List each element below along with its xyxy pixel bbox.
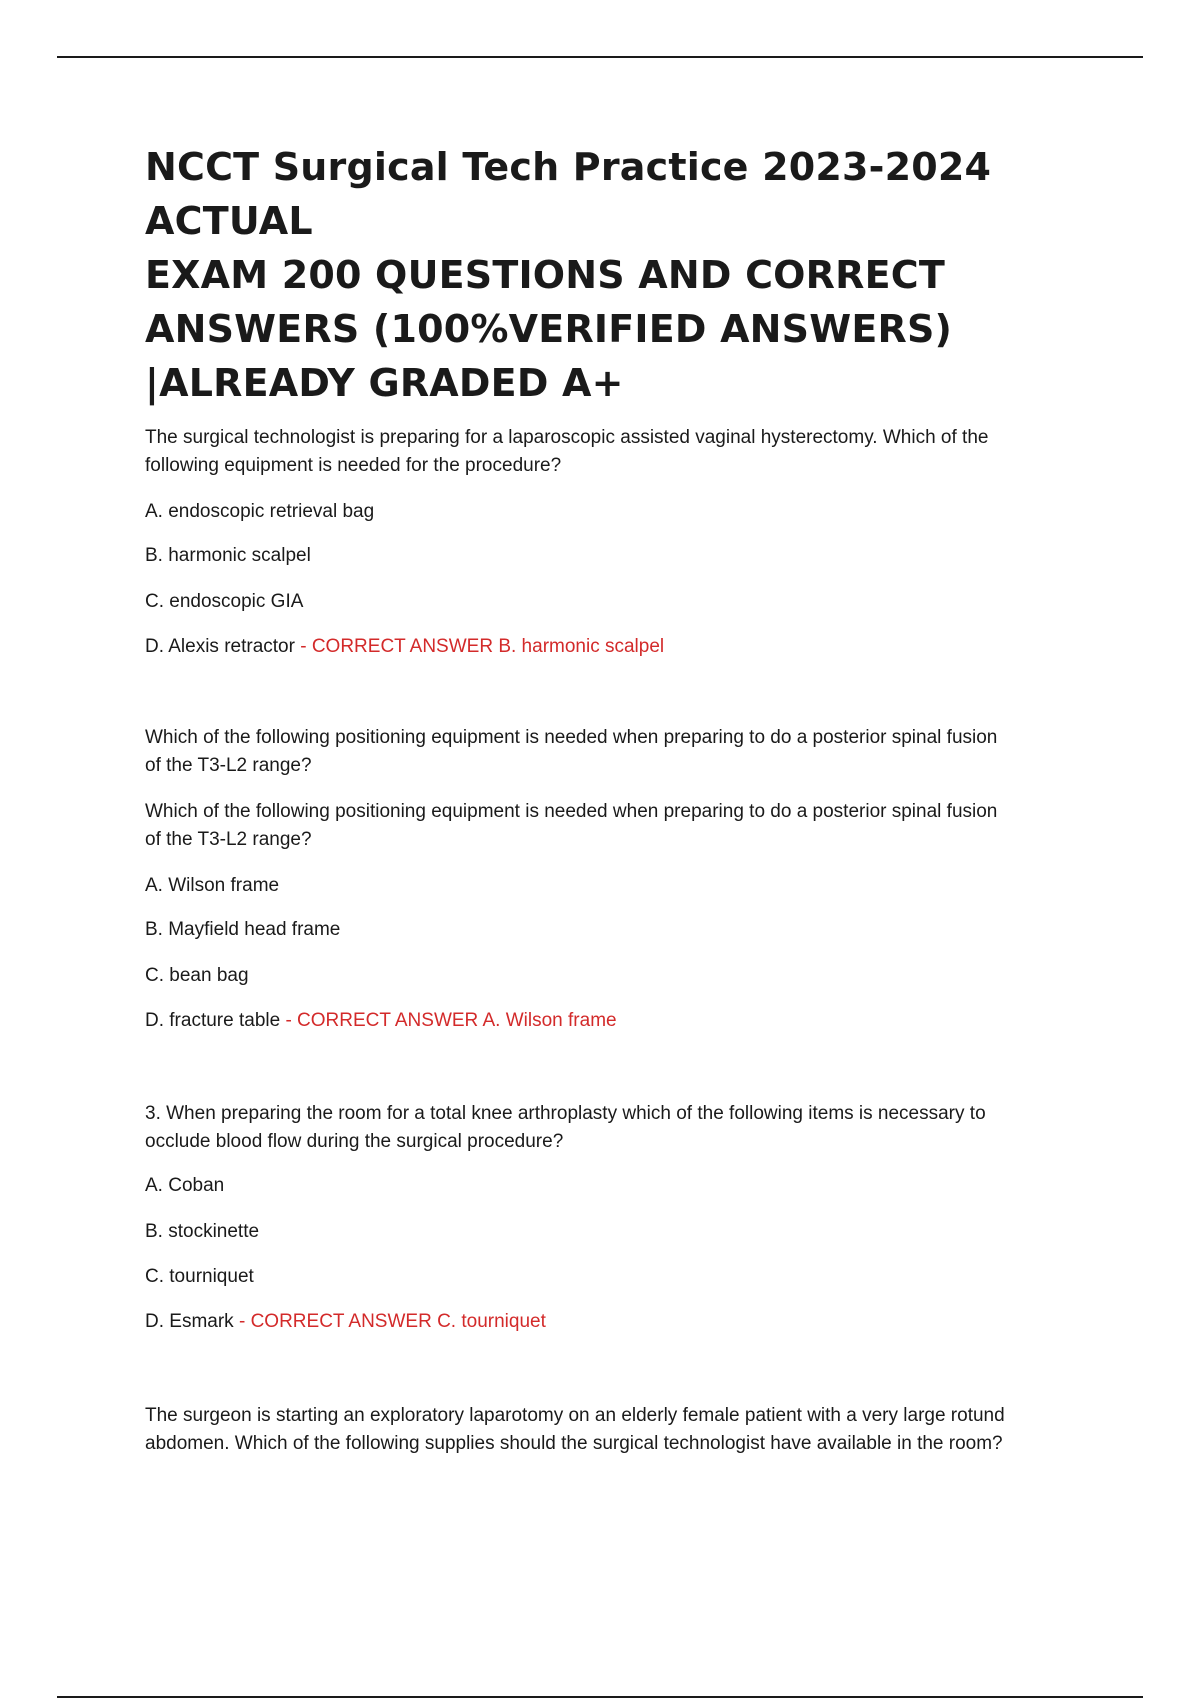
question-3-option-b: B. stockinette — [145, 1221, 260, 1242]
document-body — [145, 140, 1105, 1454]
question-2-text — [145, 724, 1105, 780]
question-1-option-d-text: D. Alexis retractor — [145, 636, 295, 657]
question-3-line-2: occlude blood flow during the surgical procedure? — [145, 1131, 564, 1152]
question-2-option-a: A. Wilson frame — [145, 875, 280, 896]
title-line-4: |ALREADY GRADED A+ — [145, 361, 624, 405]
bottom-rule — [57, 1696, 1143, 1698]
question-1-option-a: A. endoscopic retrieval bag — [145, 501, 375, 522]
question-4-text — [145, 1402, 1105, 1458]
question-1-option-b: B. harmonic scalpel — [145, 545, 311, 566]
question-3-option-d — [145, 1308, 546, 1336]
question-1-line-1: The surgical technologist is preparing for a laparoscopic assisted vaginal hysterectomy. Which of the — [145, 427, 989, 448]
question-2-repeat-line-2: of the T3-L2 range? — [145, 829, 312, 850]
question-2-option-b: B. Mayfield head frame — [145, 919, 341, 940]
question-1-correct-answer: - CORRECT ANSWER B. harmonic scalpel — [300, 636, 665, 657]
question-2-option-d-text: D. fracture table — [145, 1010, 281, 1031]
question-2 — [145, 724, 1105, 1031]
title-line-3: ANSWERS (100%VERIFIED ANSWERS) — [145, 307, 953, 351]
question-3-option-c: C. tourniquet — [145, 1266, 254, 1287]
question-1 — [145, 424, 1105, 657]
question-3-line-1: 3. When preparing the room for a total knee arthroplasty which of the following items is necessary to — [145, 1103, 986, 1124]
title-line-2: EXAM 200 QUESTIONS AND CORRECT — [145, 253, 945, 297]
title-line-1: NCCT Surgical Tech Practice 2023-2024 ACTUAL — [145, 145, 992, 243]
question-2-line-2: of the T3-L2 range? — [145, 755, 312, 776]
question-1-line-2: following equipment is needed for the procedure? — [145, 455, 562, 476]
question-2-option-d — [145, 1007, 617, 1035]
question-2-repeat-line-1: Which of the following positioning equipment is needed when preparing to do a posterior spinal fusion — [145, 801, 998, 822]
question-2-option-c: C. bean bag — [145, 965, 249, 986]
question-1-option-d — [145, 633, 664, 661]
question-3 — [145, 1100, 1105, 1332]
question-4-line-2: abdomen. Which of the following supplies should the surgical technologist have available in the room? — [145, 1433, 1003, 1454]
question-3-correct-answer: - CORRECT ANSWER C. tourniquet — [238, 1311, 546, 1332]
question-3-text — [145, 1100, 1105, 1156]
question-4-line-1: The surgeon is starting an exploratory laparotomy on an elderly female patient with a very large rotund — [145, 1405, 1005, 1426]
question-1-option-c: C. endoscopic GIA — [145, 591, 304, 612]
document-title — [145, 140, 1105, 410]
top-rule — [57, 56, 1143, 58]
question-3-option-a: A. Coban — [145, 1175, 225, 1196]
question-2-correct-answer: - CORRECT ANSWER A. Wilson frame — [285, 1010, 617, 1031]
question-3-option-d-text: D. Esmark — [145, 1311, 234, 1332]
question-4 — [145, 1402, 1105, 1458]
question-2-text-repeat — [145, 798, 997, 854]
question-1-text — [145, 424, 1105, 480]
question-2-line-1: Which of the following positioning equipment is needed when preparing to do a posterior spinal fusion — [145, 727, 998, 748]
